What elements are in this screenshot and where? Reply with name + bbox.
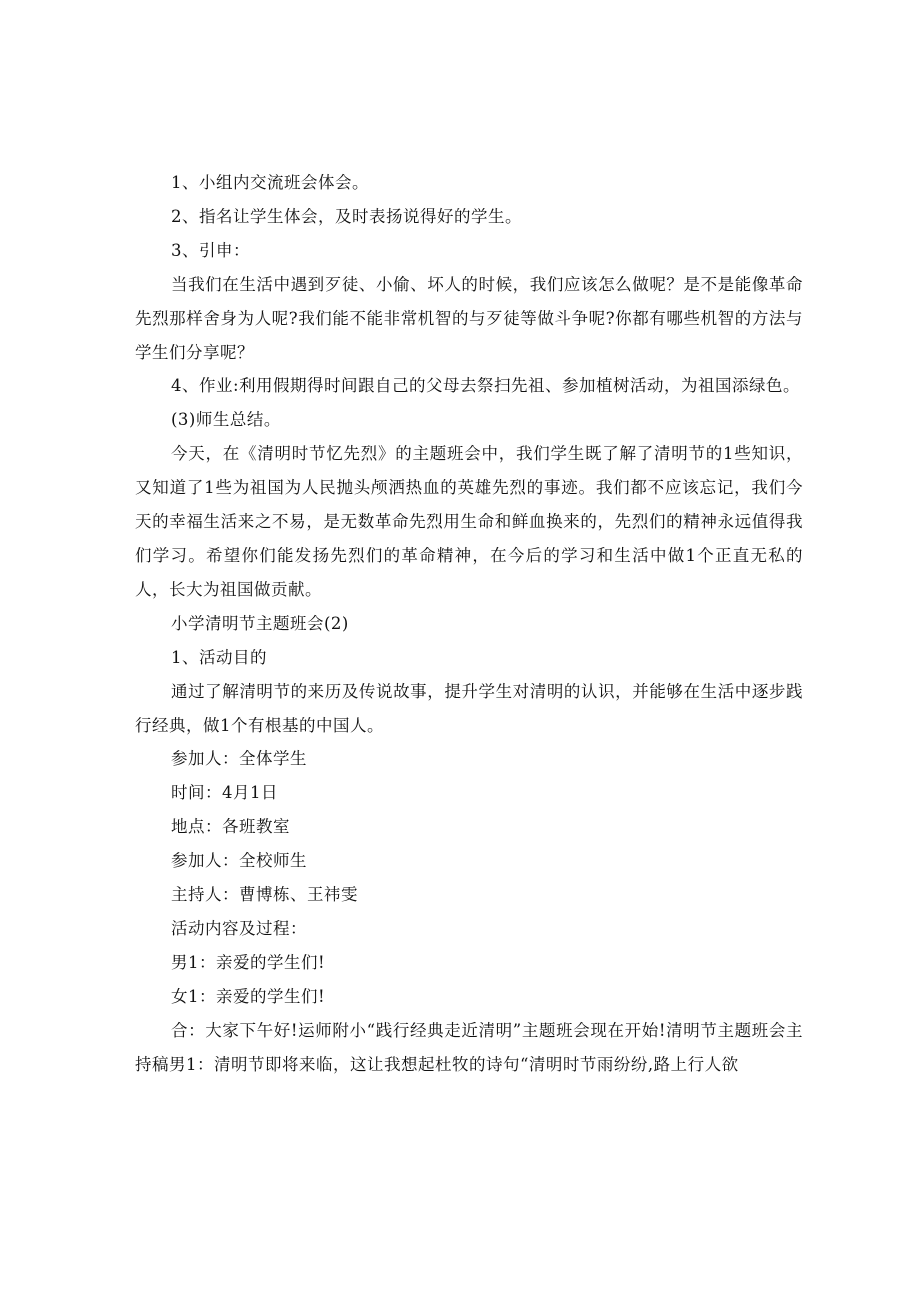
dialogue-together: 合：大家下午好!运师附小“践行经典走近清明”主题班会现在开始!清明节主题班会主持稿男1：清明节即将来临，这让我想起杜牧的诗句“清明时节雨纷纷,路上行人欲 [135, 1020, 803, 1074]
info-hosts: 主持人：曹博栋、王祎雯 [171, 885, 358, 905]
section-process-heading: 活动内容及过程： [171, 918, 307, 938]
list-item-purpose: 1、活动目的 [171, 647, 267, 667]
dialogue-male-1: 男1：亲爱的学生们! [171, 952, 326, 972]
document-body [135, 166, 803, 1081]
dialogue-female-1: 女1：亲爱的学生们! [171, 986, 326, 1006]
paragraph-summary: 今天，在《清明时节忆先烈》的主题班会中，我们学生既了解了清明节的1些知识，又知道了1些为祖国为人民抛头颅洒热血的英雄先烈的事迹。我们都不应该忘记，我们今天的幸福生活来之不易，是无数革命先烈用生命和鲜血换来的，先烈们的精神永远值得我们学习。希望你们能发扬先烈们的革命精神，在今后的学习和生活中做1个正直无私的人，长大为祖国做贡献。 [135, 444, 803, 599]
list-item-extend: 3、引申： [171, 240, 250, 260]
list-item-homework: 4、作业:利用假期得时间跟自己的父母去祭扫先祖、参加植树活动，为祖国添绿色。 [171, 376, 801, 396]
info-participants-all: 参加人：全校师生 [171, 851, 307, 871]
paragraph-purpose: 通过了解清明节的来历及传说故事，提升学生对清明的认识，并能够在生活中逐步践行经典，做1个有根基的中国人。 [135, 681, 803, 735]
info-participants: 参加人：全体学生 [171, 749, 307, 769]
section-summary-heading: (3)师生总结。 [171, 410, 281, 430]
info-time: 时间：4月1日 [171, 783, 278, 803]
list-item-praise: 2、指名让学生体会，及时表扬说得好的学生。 [171, 206, 522, 226]
section-title-meeting-2: 小学清明节主题班会(2) [171, 613, 349, 633]
paragraph-discussion: 当我们在生活中遇到歹徒、小偷、坏人的时候，我们应该怎么做呢？是不是能像革命先烈那样舍身为人呢?我们能不能非常机智的与歹徒等做斗争呢?你都有哪些机智的方法与学生们分享呢？ [135, 274, 803, 362]
info-location: 地点：各班教室 [171, 817, 290, 837]
list-item-share: 1、小组内交流班会体会。 [171, 173, 369, 192]
